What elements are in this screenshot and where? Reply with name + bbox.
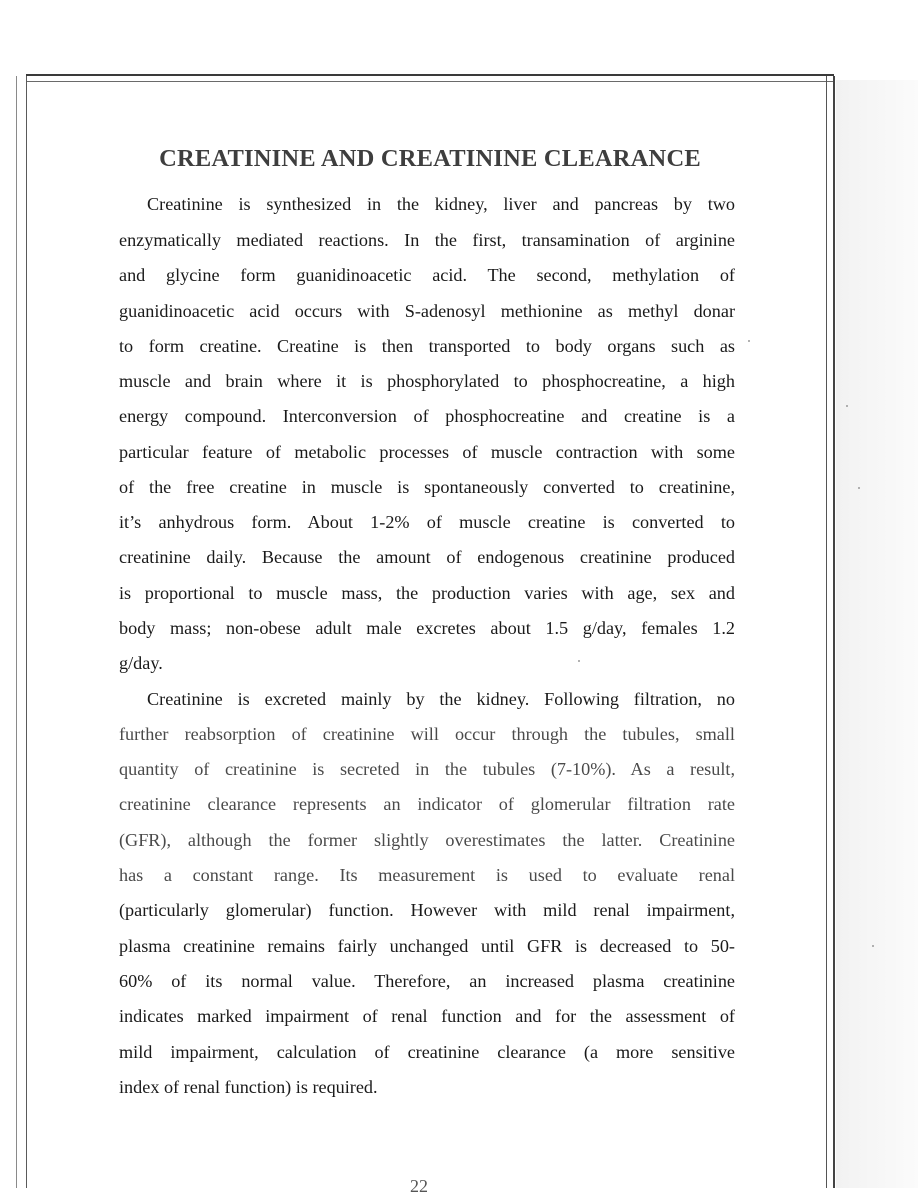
page-frame-top-rule <box>26 74 834 82</box>
paragraph-2-line: creatinine clearance represents an indicator of glomerular filtration rate <box>119 794 735 814</box>
paragraph-2-line: Creatinine is excreted mainly by the kidney. Following filtration, no <box>147 689 735 709</box>
paragraph-2-line: has a constant range. Its measurement is used to evaluate renal <box>119 865 735 885</box>
paragraph-1-line: of the free creatine in muscle is spontaneously converted to creatinine, <box>119 477 735 497</box>
scan-speck <box>748 340 750 342</box>
paragraph-2-line: further reabsorption of creatinine will occur through the tubules, small <box>119 724 735 744</box>
paragraph-2-line: quantity of creatinine is secreted in the tubules (7-10%). As a result, <box>119 759 735 779</box>
paragraph-1-line: guanidinoacetic acid occurs with S-adenosyl methionine as methyl donar <box>119 301 735 321</box>
paragraph-2-line: indicates marked impairment of renal function and for the assessment of <box>119 1006 735 1026</box>
paragraph-1-line: energy compound. Interconversion of phosphocreatine and creatine is a <box>119 406 735 426</box>
paragraph-1-line: and glycine form guanidinoacetic acid. The second, methylation of <box>119 265 735 285</box>
paragraph-2-line: index of renal function) is required. <box>119 1077 378 1097</box>
paragraph-1-line: particular feature of metabolic processes of muscle contraction with some <box>119 442 735 462</box>
page-number: 22 <box>410 1176 428 1196</box>
paragraph-1-line: it’s anhydrous form. About 1-2% of muscle creatine is converted to <box>119 512 735 532</box>
scan-margin-shadow <box>836 80 918 1188</box>
page-title: CREATININE AND CREATININE CLEARANCE <box>159 145 701 172</box>
paragraph-1-line: g/day. <box>119 653 163 673</box>
paragraph-2-line: mild impairment, calculation of creatinine clearance (a more sensitive <box>119 1042 735 1062</box>
scan-speck <box>872 945 874 947</box>
paragraph-1-line: muscle and brain where it is phosphorylated to phosphocreatine, a high <box>119 371 735 391</box>
paragraph-1-line: enzymatically mediated reactions. In the first, transamination of arginine <box>119 230 735 250</box>
paragraph-1-line: Creatinine is synthesized in the kidney, liver and pancreas by two <box>147 194 735 214</box>
paragraph-1-line: is proportional to muscle mass, the production varies with age, sex and <box>119 583 735 603</box>
page-frame-left-border <box>16 76 27 1188</box>
scan-speck <box>846 405 848 407</box>
paragraph-1-line: creatinine daily. Because the amount of endogenous creatinine produced <box>119 547 735 567</box>
paragraph-1-line: body mass; non-obese adult male excretes about 1.5 g/day, females 1.2 <box>119 618 735 638</box>
scan-speck <box>858 487 860 489</box>
paragraph-1-line: to form creatine. Creatine is then transported to body organs such as <box>119 336 735 356</box>
paragraph-2-line: 60% of its normal value. Therefore, an increased plasma creatinine <box>119 971 735 991</box>
paragraph-2-line: (particularly glomerular) function. However with mild renal impairment, <box>119 900 735 920</box>
page-frame-right-border <box>826 76 835 1188</box>
scan-speck <box>578 660 580 662</box>
paragraph-2-line: (GFR), although the former slightly overestimates the latter. Creatinine <box>119 830 735 850</box>
paragraph-2-line: plasma creatinine remains fairly unchanged until GFR is decreased to 50- <box>119 936 735 956</box>
